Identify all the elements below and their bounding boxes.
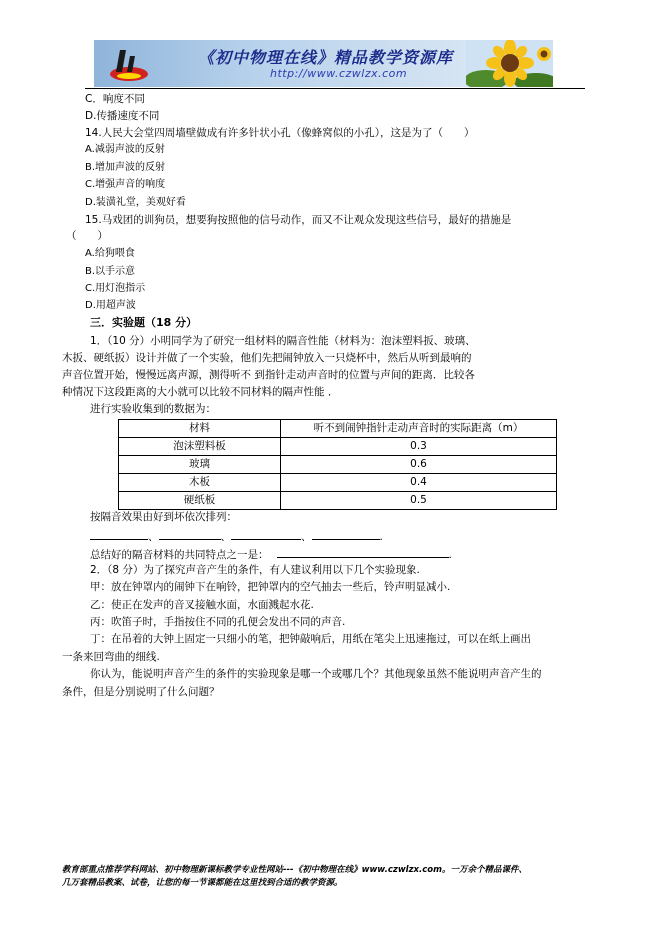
- order-blanks: 、 、 、 .: [90, 528, 383, 544]
- table-cell: 泡沫塑料板: [119, 438, 281, 456]
- table-row: [119, 456, 557, 474]
- order-label: 按隔音效果由好到坏依次排列：: [90, 511, 237, 523]
- sunflower-icon: [466, 40, 553, 87]
- question-line-2: 条件，但是分别说明了什么问题？: [62, 686, 220, 698]
- footer-line-2: 几万套精品教案、试卷，让您的每一节课都能在这里找到合适的教学资源。: [62, 878, 343, 888]
- p1-line-3: 声音位置开始，慢慢远离声源，测得听不 到指针走动声音时的位置与声间的距离．比较各: [62, 369, 475, 381]
- table-cell: 硬纸板: [119, 492, 281, 510]
- q15-option-a: A.给狗喂食: [85, 248, 135, 259]
- phenomenon-bing: 丙：吹笛子时，手指按住不同的孔便会发出不同的声音.: [90, 616, 346, 628]
- table-cell: 0.3: [281, 438, 557, 456]
- site-logo-icon: [108, 44, 150, 84]
- header-banner: [94, 40, 553, 87]
- p1-line-4: 种情况下这段距离的大小就可以比较不同材料的隔声性能 ．: [62, 386, 339, 398]
- table-cell: 玻璃: [119, 456, 281, 474]
- answer-blank[interactable]: [90, 528, 148, 540]
- material-table: [118, 419, 557, 510]
- question-14: 14.人民大会堂四周墙壁做成有许多针状小孔（像蜂窝似的小孔），这是为了（ ）: [85, 127, 475, 139]
- table-cell: 0.4: [281, 474, 557, 492]
- phenomenon-yi: 乙：使正在发声的音叉接触水面，水面溅起水花.: [90, 599, 314, 611]
- footer-line-1: 教育部重点推荐学科网站、初中物理新课标教学专业性网站---《初中物理在线》www.czwlzx.com。一万余个精品课件、: [62, 865, 527, 875]
- table-cell: 木板: [119, 474, 281, 492]
- table-row: [119, 492, 557, 510]
- phenomenon-ding-1: 丁：在吊着的大钟上固定一只细小的笔，把钟敲响后，用纸在笔尖上迅速拖过，可以在纸上画出: [90, 633, 531, 645]
- table-row: [119, 438, 557, 456]
- header-rule: [85, 88, 585, 89]
- p1-line-2: 木扳、硬纸扳）设计并做了一个实验，他们先把闹钟放入一只烧杯中，然后从听到最响的: [62, 352, 472, 364]
- table-header: 听不到闹钟指针走动声音时的实际距离（m）: [281, 420, 557, 438]
- p2-line-1: 2．（8 分）为了探究声音产生的条件，有人建议利用以下几个实验现象.: [90, 564, 420, 576]
- phenomenon-jia: 甲：放在钟罩内的闹钟下在响铃，把钟罩内的空气抽去一些后，铃声明显减小.: [90, 581, 451, 593]
- common-trait-line: 总结好的隔音材料的共同特点之一是： .: [90, 546, 452, 562]
- q13-option-c: C．响度不同: [85, 93, 145, 105]
- phenomenon-ding-2: 一条来回弯曲的细线.: [62, 651, 160, 663]
- section-heading: 三．实验题（18 分）: [90, 316, 198, 329]
- q14-option-a: A.减弱声波的反射: [85, 144, 165, 155]
- answer-blank[interactable]: [312, 528, 380, 540]
- question-15: 15.马戏团的训狗员，想要狗按照他的信号动作，而又不让观众发现这些信号，最好的措施是: [85, 214, 512, 226]
- table-row: [119, 474, 557, 492]
- site-title: 《初中物理在线》精品教学资源库: [198, 48, 454, 67]
- question-15-bracket: （ ）: [66, 230, 108, 242]
- q14-option-c: C.增强声音的响度: [85, 179, 166, 190]
- q13-option-d: D.传播速度不同: [85, 110, 160, 122]
- q15-option-d: D.用超声波: [85, 300, 136, 311]
- table-header: 材料: [119, 420, 281, 438]
- answer-blank[interactable]: [159, 528, 221, 540]
- p1-line-1: 1．（10 分）小明同学为了研究一组材料的隔音性能（材料为：泡沫塑料扳、玻璃、: [90, 335, 476, 347]
- answer-blank[interactable]: [231, 528, 301, 540]
- q15-option-b: B.以手示意: [85, 266, 136, 277]
- site-url[interactable]: http://www.czwlzx.com: [270, 67, 408, 80]
- question-line-1: 你认为，能说明声音产生的条件的实验现象是哪一个或哪几个？其他现象虽然不能说明声音产生的: [90, 668, 542, 680]
- answer-blank[interactable]: [277, 546, 449, 558]
- table-cell: 0.6: [281, 456, 557, 474]
- q14-option-d: D.装潢礼堂，美观好看: [85, 197, 186, 208]
- table-cell: 0.5: [281, 492, 557, 510]
- q15-option-c: C.用灯泡指示: [85, 283, 146, 294]
- p1-line-5: 进行实验收集到的数据为：: [90, 403, 216, 415]
- common-trait-label: 总结好的隔音材料的共同特点之一是：: [90, 549, 269, 561]
- table-header-row: [119, 420, 557, 438]
- q14-option-b: B.增加声波的反射: [85, 162, 166, 173]
